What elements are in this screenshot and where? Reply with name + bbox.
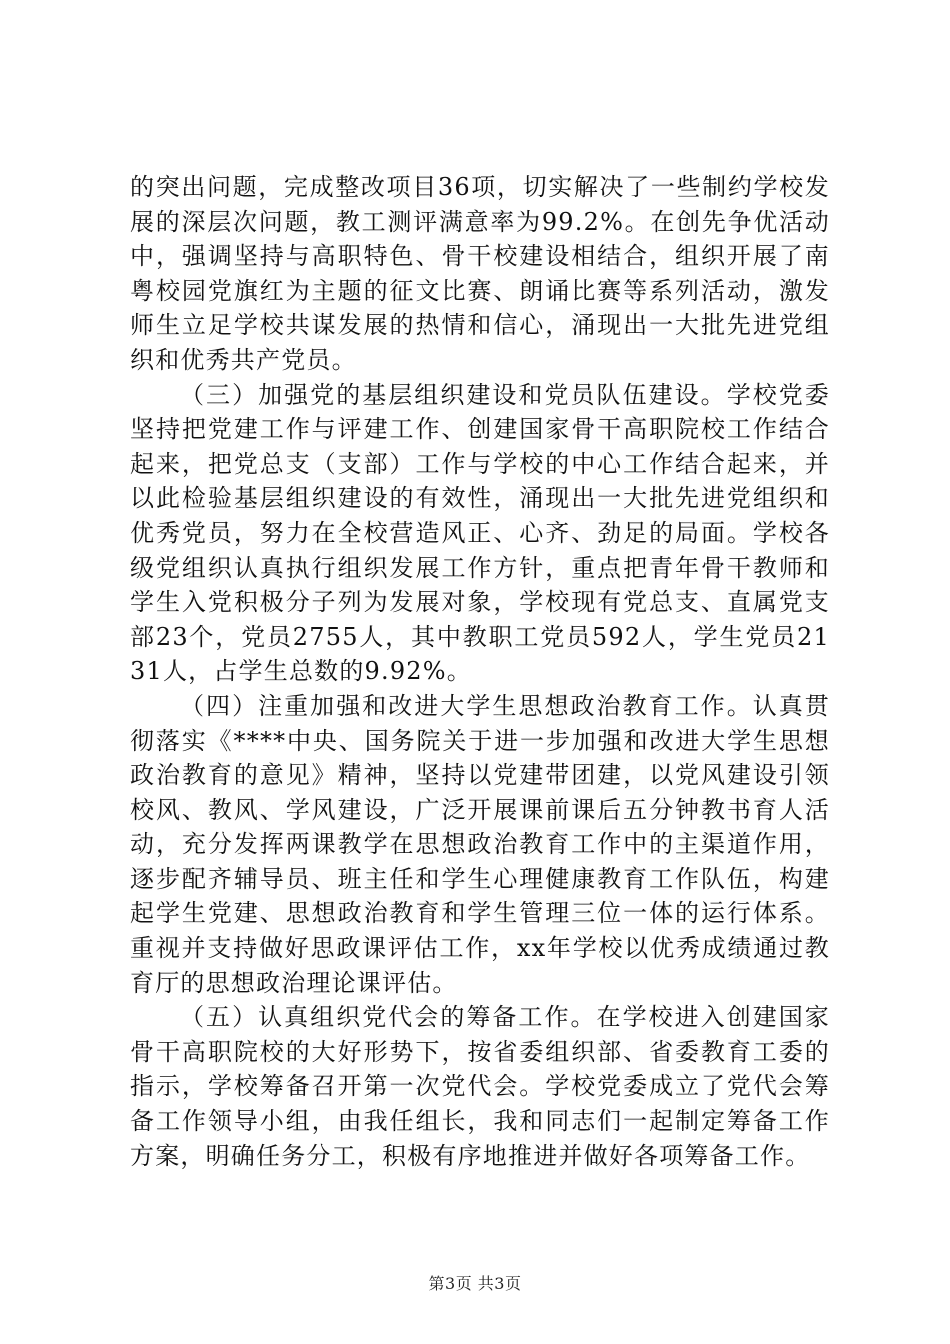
page-number-footer: 第3页 共3页	[428, 1274, 522, 1293]
paragraph-section-4: （四）注重加强和改进大学生思想政治教育工作。认真贯彻落实《****中央、国务院关于进一步加强和改进大学生思想政治教育的意见》精神，坚持以党建带团建，以党风建设引领校风、教风、学风建设，广泛开展课前课后五分钟教书育人活动，充分发挥两课教学在思想政治教育工作中的主渠道作用，逐步配齐辅导员、班主任和学生心理健康教育工作队伍，构建起学生党建、思想政治教育和学生管理三位一体的运行体系。重视并支持做好思政课评估工作，xx年学校以优秀成绩通过教育厅的思想政治理论课评估。	[130, 691, 830, 997]
paragraph-section-3: （三）加强党的基层组织建设和党员队伍建设。学校党委坚持把党建工作与评建工作、创建国家骨干高职院校工作结合起来，把党总支（支部）工作与学校的中心工作结合起来，并以此检验基层组织建设的有效性，涌现出一大批先进党组织和优秀党员，努力在全校营造风正、心齐、劲足的局面。学校各级党组织认真执行组织发展工作方针，重点把青年骨干教师和学生入党积极分子列为发展对象，学校现有党总支、直属党支部23个，党员2755人，其中教职工党员592人，学生党员2131人，占学生总数的9.92%。	[130, 380, 830, 686]
document-body	[130, 170, 830, 1173]
paragraph-continuation: 的突出问题，完成整改项目36项，切实解决了一些制约学校发展的深层次问题，教工测评满意率为99.2%。在创先争优活动中，强调坚持与高职特色、骨干校建设相结合，组织开展了南粤校园党旗红为主题的征文比赛、朗诵比赛等系列活动，激发师生立足学校共谋发展的热情和信心，涌现出一大批先进党组织和优秀共产党员。	[130, 173, 830, 374]
paragraph-section-5: （五）认真组织党代会的筹备工作。在学校进入创建国家骨干高职院校的大好形势下，按省委组织部、省委教育工委的指示，学校筹备召开第一次党代会。学校党委成立了党代会筹备工作领导小组，由我任组长，我和同志们一起制定筹备工作方案，明确任务分工，积极有序地推进并做好各项筹备工作。	[130, 1003, 830, 1170]
